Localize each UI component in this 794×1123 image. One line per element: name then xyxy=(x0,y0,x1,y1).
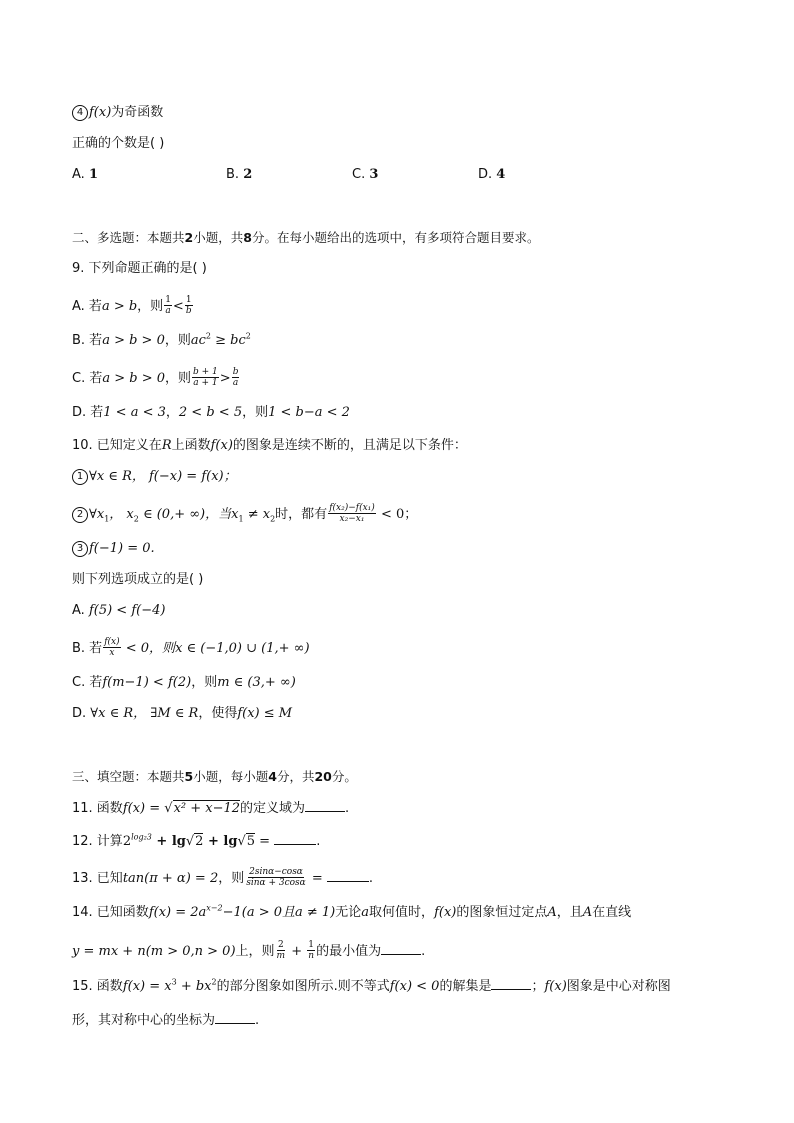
option-c: C. 3 xyxy=(352,167,379,182)
q9-option-b: B. 若a > b > 0，则$ac^2 \ge bc^2$ xyxy=(72,331,251,348)
answer-blank[interactable] xyxy=(381,942,421,955)
question-14-line-1: 14. 已知函数$f(x) = 2a^{x-2}-1(a > 0$且a ≠ 1)无论a取何值时，f(x)的图象恒过定点A，且A在直线 xyxy=(72,903,632,920)
question-9-stem: 9. 下列命题正确的是( ) xyxy=(72,261,207,276)
answer-blank[interactable] xyxy=(215,1011,255,1024)
q10-option-c: C. 若f(m−1) < f(2)，则m ∈ (3,+ ∞) xyxy=(72,675,296,690)
section-3-heading: 三、填空题：本题共5小题，每小题4分，共20分。 xyxy=(72,769,357,784)
question-12: 12. 计算$2^{log_23} + \lg√2 + \lg√5$ = . xyxy=(72,832,321,849)
question-14-line-2: y = mx + n(m > 0,n > 0)上，则 $\frac{2}{m}$ + $\frac{1}{n}$ 的最小值为 . xyxy=(72,940,426,961)
q9-option-d: D. 若1 < a < 3，2 < b < 5，则1 < b−a < 2 xyxy=(72,405,350,420)
question-10-stem: 10. 已知定义在R上函数f(x)的图象是连续不断的，且满足以下条件： xyxy=(72,438,467,453)
q10-condition-1: 1 ∀x ∈ R， f(−x) = f(x)； xyxy=(72,468,237,486)
q10-condition-2: 2 $\forall x_1$， $x_2$ ∈ (0,+ ∞)，当$x_1 \ne x_2$时，都有 $\frac{\text{f(x₂)−f(x₁)}}{\text{x₂−x₁}}$ < 0； xyxy=(72,504,417,525)
q9-option-a: A. 若a > b，则 $\frac{1}{a}$ < $\frac{1}{b}$ xyxy=(72,295,192,316)
statement-4 xyxy=(72,104,163,122)
answer-blank[interactable] xyxy=(491,977,531,990)
option-a: A. 1 xyxy=(72,167,98,182)
question-13: 13. 已知tan(π + α) = 2，则 $\frac{2\sin\alpha-\cos\alpha}{\sin\alpha + 3\cos\alpha}$ = . xyxy=(72,867,374,888)
option-b: B. 2 xyxy=(226,167,253,182)
q10-condition-3: 3 f(−1) = 0. xyxy=(72,540,155,558)
question-8-prompt: 正确的个数是( ) xyxy=(72,136,165,151)
q9-option-c: C. 若a > b > 0，则 $\frac{b + 1}{a + 1}$ > $\frac{b}{a}$ xyxy=(72,367,239,388)
answer-blank[interactable] xyxy=(305,799,345,812)
q10-option-b: B. 若 $\frac{f(x)}{x}$ < 0，则x ∈ (−1,0) ∪ (1,+ ∞) xyxy=(72,637,310,658)
answer-blank[interactable] xyxy=(327,869,369,882)
question-15-line-1: 15. 函数$f(x) = x^3 + bx^2$的部分图象如图所示.则不等式f(x) < 0的解集是 ；f(x)图象是中心对称图 xyxy=(72,977,671,994)
option-d: D. 4 xyxy=(478,167,506,182)
q10-option-d: D. ∀x ∈ R， ∃M ∈ R，使得f(x) ≤ M xyxy=(72,706,293,721)
question-15-line-2: 形，其对称中心的坐标为 . xyxy=(72,1013,260,1028)
section-2-heading: 二、多选题：本题共2小题，共8分。在每小题给出的选项中，有多项符合题目要求。 xyxy=(72,230,540,245)
question-10-ask: 则下列选项成立的是( ) xyxy=(72,572,204,587)
answer-blank[interactable] xyxy=(274,832,316,845)
question-11: 11. 函数f(x) = √x² + x−12的定义域为 . xyxy=(72,801,350,816)
math-expr: f(x) xyxy=(89,105,112,120)
circled-number: 4 xyxy=(72,105,88,121)
q10-option-a: A. f(5) < f(−4) xyxy=(72,603,166,618)
text: 为奇函数 xyxy=(111,105,164,120)
